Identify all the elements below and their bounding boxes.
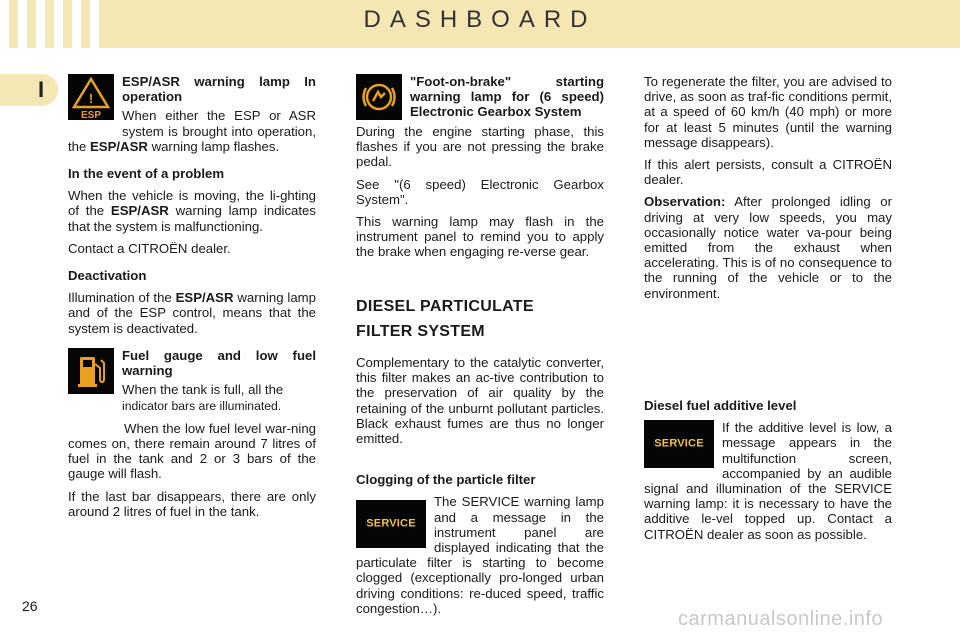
fuel-paragraph-2: When the low fuel level war-ning comes on, there remain around 7 litres of fuel in the tank and 2 or 3 bars of the gauge will flash.	[68, 420, 316, 482]
column-3	[644, 74, 892, 308]
foot-paragraph-1: During the engine starting phase, this flashes if you are not pressing the brake pedal.	[356, 124, 604, 170]
additive-heading: Diesel fuel additive level	[644, 398, 797, 413]
esp-title: ESP/ASR warning lamp In operation	[122, 74, 316, 105]
clogging-paragraph: The SERVICE warning lamp and a message in the instrument panel are displayed indicating that the particulate filter is starting to become clogged (exceptionally pro-longed urban driving conditions: re-duced speed, traffic congestion…).	[356, 494, 604, 616]
deactivation-paragraph: Illumination of the ESP/ASR warning lamp and of the ESP control, means that the system is deactivated.	[68, 290, 316, 336]
problem-heading: In the event of a problem	[68, 166, 225, 182]
svg-text:!: !	[88, 91, 94, 106]
svg-text:ESP: ESP	[80, 110, 102, 120]
column-1	[68, 74, 316, 343]
alert-persists-paragraph: If this alert persists, consult a CITROËN dealer.	[644, 157, 892, 188]
fuel-paragraph-3: If the last bar disappears, there are only around 2 litres of fuel in the tank.	[68, 488, 316, 519]
foot-on-brake-title: "Foot-on-brake" starting warning lamp for (6 speed) Electronic Gearbox System	[410, 74, 604, 120]
fuel-paragraph-1: When the tank is full, all the indicator bars are illuminated.	[122, 382, 284, 413]
section-tab-label: I	[38, 77, 45, 102]
observation-paragraph: Observation: After prolonged idling or driving at very low speeds, you may occasionally notice water va-pour being emitted from the exhaust when accelerating. This is of no consequence to the running of the vehicle or to the environment.	[644, 194, 892, 301]
watermark: carmanualsonline.info	[678, 608, 884, 630]
page-number: 26	[22, 598, 38, 614]
deactivation-heading: Deactivation	[68, 268, 147, 284]
dpf-section	[356, 298, 604, 623]
esp-warning-icon	[68, 74, 114, 120]
foot-on-brake-icon	[356, 74, 402, 120]
dpf-paragraph: Complementary to the catalytic converter, this filter makes an ac-tive contribution to the preservation of air quality by the retaining of the unburnt pollutant particles. Black exhaust fumes are thus no longer emitted.	[356, 355, 604, 447]
dpf-heading-2: FILTER SYSTEM	[356, 323, 485, 340]
additive-section	[644, 398, 892, 549]
page-header	[0, 0, 960, 48]
section-tab	[0, 74, 58, 106]
additive-paragraph: If the additive level is low, a message appears in the multifunction screen, accompanied by an audible signal and illumination of the SERVICE warning lamp: it is necessary to have the additive le-vel topped up. Contact a CITROËN dealer as soon as possible.	[644, 420, 892, 542]
foot-paragraph-2: See "(6 speed) Electronic Gearbox System".	[356, 176, 604, 207]
fuel-title: Fuel gauge and low fuel warning	[122, 348, 316, 379]
clogging-heading: Clogging of the particle filter	[356, 472, 536, 488]
fuel-pump-icon	[68, 348, 114, 394]
esp-paragraph: When either the ESP or ASR system is brought into operation, the ESP/ASR warning lamp flashes.	[68, 108, 316, 154]
contact-dealer-text: Contact a CITROËN dealer.	[68, 240, 231, 256]
problem-paragraph: When the vehicle is moving, the li-ghting of the ESP/ASR warning lamp indicates that the system is malfunctioning.	[68, 188, 316, 234]
foot-paragraph-3: This warning lamp may flash in the instrument panel to remind you to apply the brake when engaging re-verse gear.	[356, 214, 604, 260]
dpf-heading-1: DIESEL PARTICULATE	[356, 298, 534, 315]
regenerate-paragraph: To regenerate the filter, you are advised to drive, as soon as traf-fic conditions permit, at a speed of 60 km/h (40 mph) or more for at least 5 minutes (until the warning message disappears).	[644, 74, 892, 150]
service-additive-icon: SERVICE	[644, 420, 714, 468]
page-title: DASHBOARD	[363, 6, 597, 33]
fuel-section	[68, 348, 316, 526]
service-warning-icon: SERVICE	[356, 500, 426, 548]
column-2	[356, 74, 604, 267]
